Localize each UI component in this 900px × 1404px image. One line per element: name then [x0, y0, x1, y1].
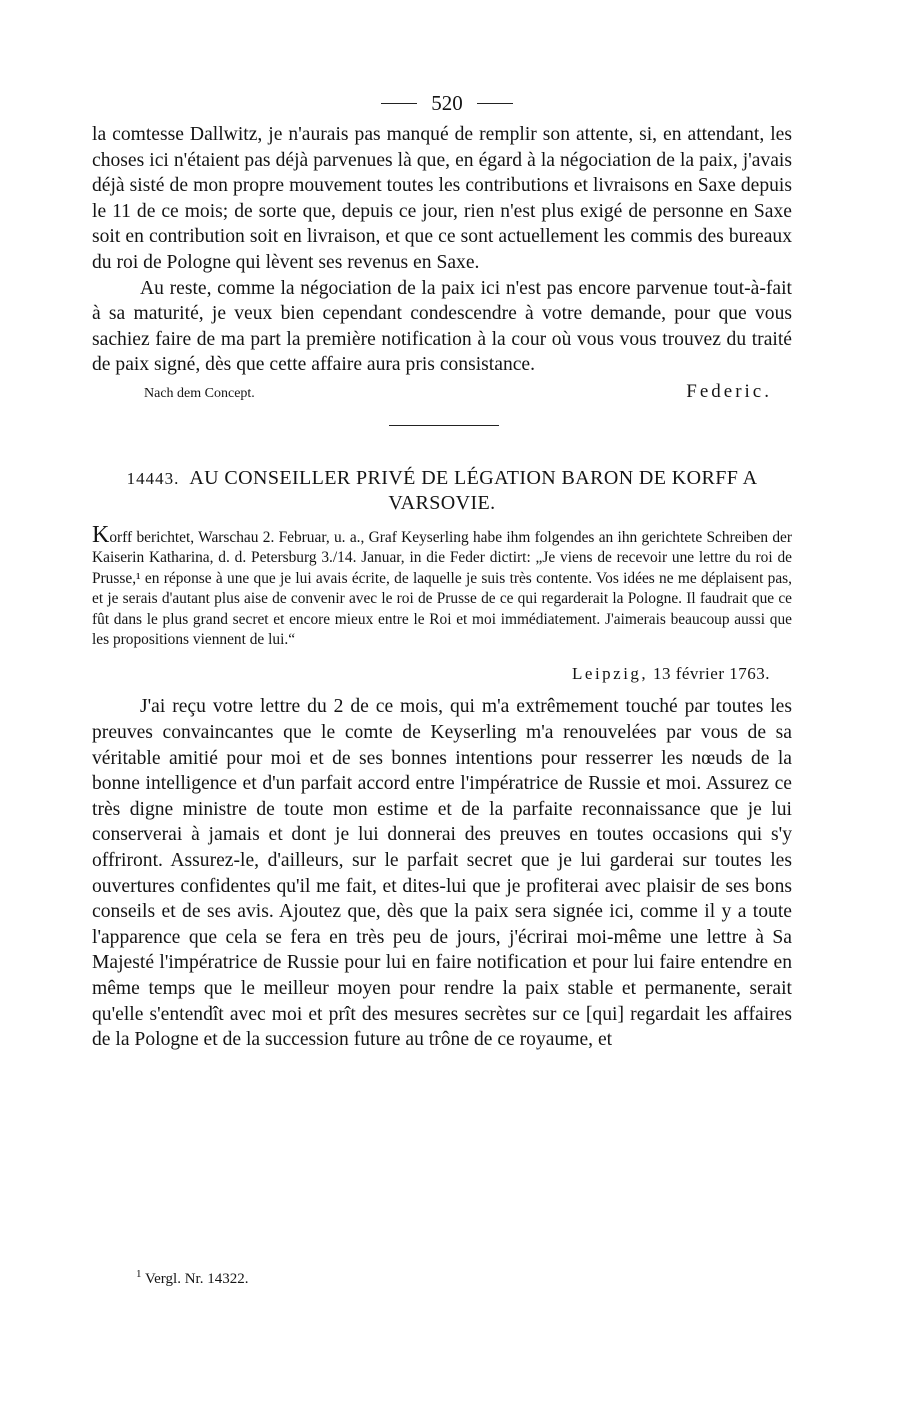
heading-title: AU CONSEILLER PRIVÉ DE LÉGATION BARON DE KORFF A VARSOVIE.: [189, 466, 758, 514]
page-header: [102, 88, 792, 118]
page-body: [92, 88, 792, 1053]
dateline-place: Leipzig,: [572, 664, 649, 684]
header-rule-left: [381, 103, 417, 104]
dateline: [92, 664, 792, 684]
editorial-summary: [92, 521, 792, 650]
header-rule-right: [477, 103, 513, 104]
footnote-text: Vergl. Nr. 14322.: [144, 1271, 249, 1287]
continued-paragraph: la comtesse Dallwitz, je n'aurais pas manqué de remplir son attente, si, en attendant, les choses ici n'étaient pas déjà parvenues là que, en égard à la négociation de la paix, j'avais déjà sisté de mon propre mouvement toutes les contributions et livraisons en Saxe depuis le 11 de ce mois; de sorte que, depuis ce jour, rien n'est plus exigé de personne en Saxe soit en contribution soit en livraison, et que ce sont actuellement les commis des bureaux du roi de Pologne qui lèvent ses revenus en Saxe.: [92, 124, 792, 273]
dateline-date: 13 février 1763.: [652, 664, 770, 684]
summary-initial: K: [92, 521, 110, 548]
document-heading: [92, 466, 792, 515]
footnote: [136, 1268, 248, 1288]
footnote-mark: 1: [136, 1268, 142, 1280]
section-separator: [389, 425, 499, 426]
document-number: 14443.: [126, 468, 180, 488]
page-number: 520: [431, 90, 463, 115]
closing-line: [92, 381, 792, 403]
letter-paragraph: J'ai reçu votre lettre du 2 de ce mois, qui m'a extrêmement touché par toutes les preuves convaincantes que le comte de Keyserling m'a renouvelées par vous de sa véritable amitié pour moi et de ses bonnes intentions pour resserrer les nœuds de la bonne intelligence et d'un parfait accord entre l'impératrice de Russie et moi. Assurez ce très digne ministre de toute mon estime et de la parfaite reconnaissance que je lui conserverai à jamais et dont je lui donnerai des preuves en toutes occasions qui s'y offriront. Assurez-le, d'ailleurs, sur le parfait secret que je lui garderai sur toutes les ouvertures confidentes qu'il me fait, et dites-lui que je profiterai avec plaisir de ses bons conseils et de ses avis. Ajoutez que, dès que la paix sera signée ici, comme il y a toute l'apparence que cela se fera en très peu de jours, j'écrirai moi-même une lettre à Sa Majesté l'impératrice de Russie pour lui en faire notification et pour lui faire entendre en même temps que le meilleur moyen pour rendre la paix stable et permanente, serait qu'elle s'entendît avec moi et prît des mesures secrètes sur ce [qui] regardait les affaires de la Pologne et de la succession future au trône de ce royaume, et: [92, 696, 792, 1051]
source-note: Nach dem Concept.: [144, 385, 255, 401]
closing-paragraph: Au reste, comme la négociation de la paix ici n'est pas encore parvenue tout-à-fait à sa maturité, je veux bien cependant condescendre à votre demande, pour que vous sachiez faire de ma part la première notification à la cour où vous vous trouvez du traité de paix signé, dès que cette affaire aura pris consistance.: [92, 277, 792, 376]
signature: Federic.: [686, 380, 772, 402]
summary-text: orff berichtet, Warschau 2. Februar, u. a., Graf Keyserling habe ihm folgendes an ihn gerichtete Schreiben der Kaiserin Katharina, d. d. Petersburg 3./14. Januar, in die Feder dictirt: „Je viens de recevoir une lettre du roi de Prusse,¹ en réponse à une que je lui avais écrite, de laquelle je suis très contente. Vos idées ne me déplaisent pas, et je serais d'autant plus aise de convenir avec le roi de Prusse de ce qui regarderait la Pologne. Il faudrait que ce fût dans le plus grand secret et encore mieux entre le Roi et moi immédiatement. J'aimerais beaucoup aussi que les propositions viennent de lui.“: [92, 528, 792, 648]
